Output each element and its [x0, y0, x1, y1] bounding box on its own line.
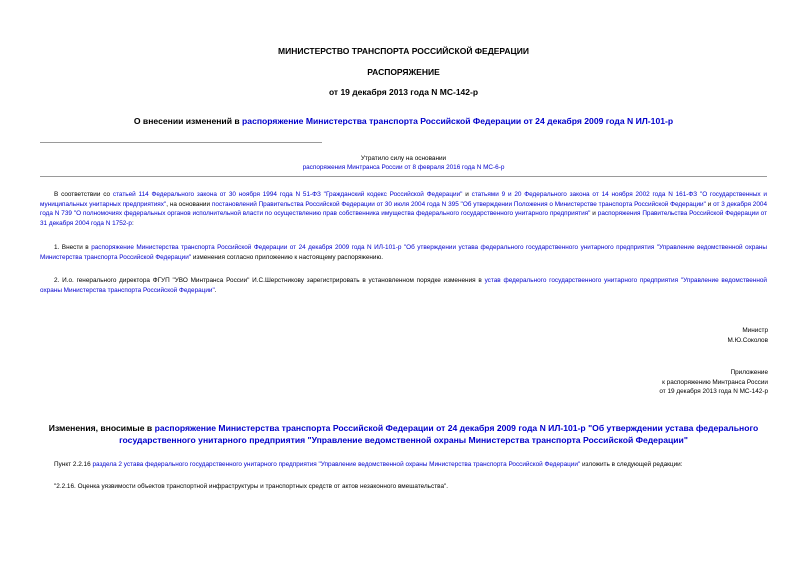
status-line: Утратило силу на основании	[360, 155, 447, 162]
document-date-number: от 19 декабря 2013 года N МС-142-р	[328, 87, 479, 97]
intro-link-2[interactable]: статьями 9 и 20 Федерального закона от 14 ноября 2002 года N 161-ФЗ "О государственных и муниципальных унитарных предприятиях"	[40, 191, 767, 208]
title-link[interactable]: распоряжение Министерства транспорта Российской Федерации от 24 декабря 2009 года N ИЛ-101-р	[242, 116, 674, 126]
item-2-paragraph: 2. И.о. генерального директора ФГУП "УВО Минтранса России" И.С.Шерстникову зарегистрировать в установленном порядке изменения в устав федерального государственного унитарного предприятия "Управление ведомственной охраны Министерства транспорта Российской Федерации".	[40, 277, 767, 294]
separator-short	[40, 142, 322, 143]
intro-link-1[interactable]: статьей 114 Федерального закона от 30 ноября 1994 года N 51-ФЗ "Гражданский кодекс Российской Федерации"	[112, 191, 463, 198]
appendix-body-paragraph: Пункт 2.2.16 раздела 2 устава федерального государственного унитарного предприятия "Управление ведомственной охраны Министерства транспорта Российской Федерации" изложить в следующей редакции:	[54, 461, 683, 468]
appendix-quote: "2.2.16. Оценка уязвимости объектов транспортной инфраструктуры и транспортных средств от актов незаконного вмешательства".	[54, 483, 449, 490]
appendix-ref-line-2: к распоряжению Минтранса России	[662, 378, 768, 386]
intro-link-5[interactable]: распоряжения Правительства Российской Федерации от 31 декабря 2004 года N 1752-р	[40, 210, 768, 227]
signature-block	[500, 326, 768, 345]
appendix-title: Изменения, вносимые в распоряжение Министерства транспорта Российской Федерации от 24 декабря 2009 года N ИЛ-101-р "Об утверждении устава федерального государственного унитарного предприятия "Управление ведомственной охраны Министерства транспорта Российской Федерации"	[48, 423, 759, 445]
appendix-body-link[interactable]: раздела 2 устава федерального государственного унитарного предприятия "Управление ведомственной охраны Министерства транспорта Российской Федерации"	[92, 461, 581, 468]
appendix-reference	[500, 368, 768, 397]
intro-link-3[interactable]: постановлений Правительства Российской Федерации от 30 июля 2004 года N 395 "Об утверждении Положения о Министерстве транспорта Российской Федерации"	[211, 200, 706, 208]
signature-name: М.Ю.Соколов	[727, 336, 768, 344]
item-2-link[interactable]: устав федерального государственного унитарного предприятия "Управление ведомственной охраны Министерства транспорта Российской Федерации"	[40, 277, 767, 294]
appendix-title-link[interactable]: распоряжение Министерства транспорта Российской Федерации от 24 декабря 2009 года N ИЛ-101-р "Об утверждении устава федерального государственного унитарного предприятия "Управление ведомственной охраны Министерства транспорта Российской Федерации"	[119, 423, 759, 445]
status-link[interactable]: распоряжения Минтранса России от 8 февраля 2016 года N МС-6-р	[302, 164, 505, 171]
appendix-ref-line-1: Приложение	[730, 369, 768, 376]
separator-long	[40, 176, 767, 177]
intro-link-4[interactable]: от 3 декабря 2004 года N 739 "О полномочиях федеральных органов исполнительной власти по осуществлению прав собственника имущества федерального государственного унитарного предприятия"	[40, 200, 767, 218]
title-prefix: О внесении изменений в	[133, 116, 243, 126]
item-1-paragraph: 1. Внести в распоряжение Министерства транспорта Российской Федерации от 24 декабря 2009 года N ИЛ-101-р "Об утверждении устава федерального государственного унитарного предприятия "Управление ведомственной охраны Министерства транспорта Российской Федерации" изменения согласно приложению к настоящему распоряжению.	[40, 244, 767, 261]
ministry-heading: МИНИСТЕРСТВО ТРАНСПОРТА РОССИЙСКОЙ ФЕДЕРАЦИИ	[278, 46, 529, 56]
intro-paragraph: В соответствии со статьей 114 Федерального закона от 30 ноября 1994 года N 51-ФЗ "Гражданский кодекс Российской Федерации" и статьями 9 и 20 Федерального закона от 14 ноября 2002 года N 161-ФЗ "О государственных и муниципальных унитарных предприятиях", на основании постановлений Правительства Российской Федерации от 30 июля 2004 года N 395 "Об утверждении Положения о Министерстве транспорта Российской Федерации" и от 3 декабря 2004 года N 739 "О полномочиях федеральных органов исполнительной власти по осуществлению прав собственника имущества федерального государственного унитарного предприятия" и распоряжения Правительства Российской Федерации от 31 декабря 2004 года N 1752-р:	[40, 191, 768, 227]
document-type: РАСПОРЯЖЕНИЕ	[367, 67, 440, 77]
signature-position: Министр	[742, 327, 768, 334]
document-title	[0, 116, 807, 126]
appendix-ref-line-3: от 19 декабря 2013 года N МС-142-р	[659, 388, 768, 396]
item-1-link[interactable]: распоряжение Министерства транспорта Российской Федерации от 24 декабря 2009 года N ИЛ-101-р "Об утверждении устава федерального государственного унитарного предприятия "Управление ведомственной охраны Министерства транспорта Российской Федерации"	[40, 244, 767, 261]
